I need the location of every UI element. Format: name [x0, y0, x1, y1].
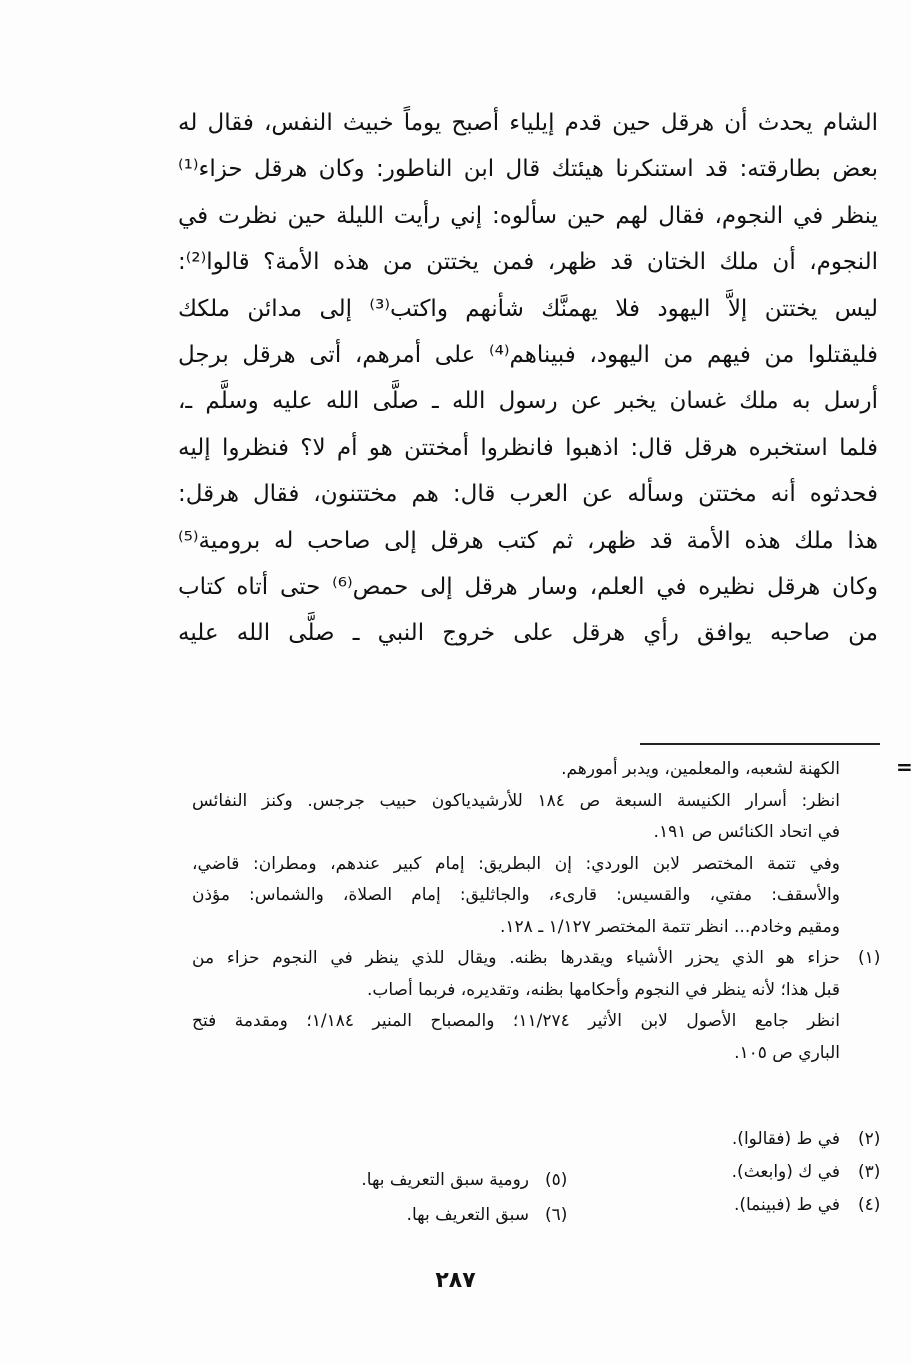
footnote-2: في ط (فقالوا).	[731, 1129, 840, 1149]
footnote-number: (٥)	[545, 1170, 568, 1190]
footnote-line: حزاء هو الذي يحزر الأشياء ويقدرها بظنه. ويقال للذي ينظر في النجوم حزاء من	[192, 948, 840, 968]
footnote-separator-rule	[640, 743, 880, 745]
footnote-line: الباري ص ١٠٥.	[734, 1042, 840, 1063]
footnote-line: والأسقف: مفتي، والقسيس: قارىء، والجاثليق: إمام الصلاة، والشماس: مؤذن	[192, 885, 840, 905]
footnote-number: (٤)	[858, 1195, 881, 1215]
main-text-line: وكان هرقل نظيره في العلم، وسار هرقل إلى حمص⁽⁶⁾ حتى أتاه كتاب	[178, 573, 879, 600]
main-text-block	[178, 100, 878, 657]
footnote-number: (١)	[858, 948, 881, 968]
footnote-6: سبق التعريف بها.	[406, 1205, 529, 1225]
main-text-line: النجوم، أن ملك الختان قد ظهر، فمن يختتن من هذه الأمة؟ قالوا⁽²⁾:	[178, 249, 878, 276]
footnote-line: الكهنة لشعبه، والمعلمين، ويدبر أمورهم.	[561, 759, 840, 779]
footnote-1	[192, 943, 840, 1069]
main-text-line: بعض بطارقته: قد استنكرنا هيئتك قال ابن الناطور: وكان هرقل حزاء⁽¹⁾	[178, 156, 878, 183]
main-text-line: فحدثوه أنه مختتن وسأله عن العرب قال: هم مختتنون، فقال هرقل:	[178, 481, 878, 508]
footnote-3: في ك (وابعث).	[731, 1162, 840, 1182]
footnote-5: رومية سبق التعريف بها.	[361, 1170, 529, 1190]
footnote-continuation-mark: =	[896, 755, 913, 779]
footnote-line: انظر: أسرار الكنيسة السبعة ص ١٨٤ للأرشيدياكون حبيب جرجس. وكنز النفائس	[192, 790, 840, 811]
main-text-line: هذا ملك هذه الأمة قد ظهر، ثم كتب هرقل إلى صاحب له برومية⁽⁵⁾	[178, 527, 878, 554]
footnote-line: ومقيم وخادم... انظر تتمة المختصر ١/١٢٧ ـ ١٢٨.	[500, 916, 840, 937]
main-text-line: الشام يحدث أن هرقل حين قدم إيلياء أصبح يوماً خبيث النفس، فقال له	[178, 110, 878, 136]
main-text-line: من صاحبه يوافق رأي هرقل على خروج النبي ـ صلَّى الله عليه	[178, 620, 878, 647]
footnote-continued-block	[192, 754, 840, 943]
footnote-number: (٦)	[545, 1205, 568, 1225]
main-text-line: فليقتلوا من فيهم من اليهود، فبيناهم⁽⁴⁾ على أمرهم، أتى هرقل برجل	[178, 341, 878, 368]
footnote-number: (٢)	[858, 1129, 881, 1149]
footnote-number: (٣)	[858, 1162, 881, 1182]
main-text-line: ينظر في النجوم، فقال لهم حين سألوه: إني رأيت الليلة حين نظرت في	[178, 202, 878, 229]
footnote-line: قبل هذا؛ لأنه ينظر في النجوم وأحكامها بظنه، وتقديره، فربما أصاب.	[366, 979, 840, 1000]
footnote-line: وفي تتمة المختصر لابن الوردي: إن البطريق: إمام كبير عندهم، ومطران: قاضي،	[192, 853, 840, 874]
footnote-line: انظر جامع الأصول لابن الأثير ١١/٢٧٤؛ والمصباح المنير ١/١٨٤؛ ومقدمة فتح	[192, 1011, 841, 1031]
footnote-line: في اتحاد الكنائس ص ١٩١.	[653, 822, 840, 842]
main-text-line: ليس يختتن إلاَّ اليهود فلا يهمنَّك شأنهم واكتب⁽³⁾ إلى مدائن ملكك	[178, 295, 878, 322]
main-text-line: أرسل به ملك غسان يخبر عن رسول الله ـ صلَّى الله عليه وسلَّم ـ،	[178, 388, 878, 415]
footnote-4: في ط (فبينما).	[733, 1195, 840, 1215]
page-number: ٢٨٧	[435, 1268, 476, 1293]
main-text-line: فلما استخبره هرقل قال: اذهبوا فانظروا أمختتن هو أم لا؟ فنظروا إليه	[178, 434, 878, 461]
